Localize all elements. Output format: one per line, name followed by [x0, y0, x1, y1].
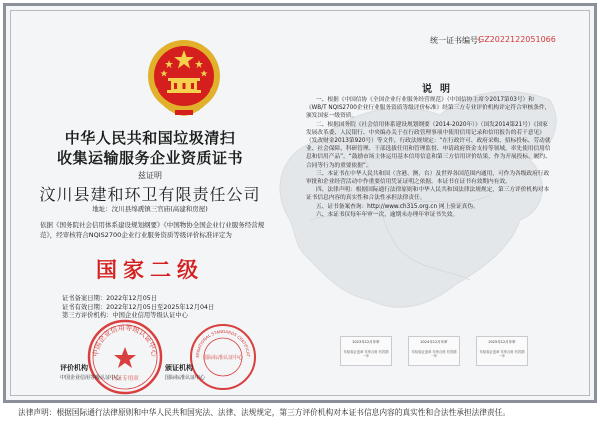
panel-body: 年检验证盖章 年审合格 有效期一年 [411, 350, 457, 358]
company-name: 汶川县建和环卫有限责任公司 [39, 185, 261, 204]
evaluation-organization: 第三方评价机构：中国企业信用等级认证中心 [62, 312, 188, 320]
validity-period: 证书有效日期：2022年12月05日至2025年12月04日 [62, 303, 215, 311]
annual-review-panel [408, 336, 460, 366]
seal-inner-text: 国际标准认证中心 [202, 355, 244, 361]
seal-text: 中国企业信用等级认证中心 [91, 323, 159, 358]
evaluator-name: 中国企业信用等级认证中心 [60, 375, 121, 381]
panel-title: 2024年12月年审 [420, 340, 448, 344]
certify-label: 兹证明 [138, 171, 162, 180]
annual-review-panel [340, 336, 392, 366]
notes-title: 说明 [422, 84, 458, 95]
qualification-grade: 国家二级 [96, 257, 204, 282]
annual-review-panel [476, 336, 528, 366]
issuer-label: 颁证机构 [165, 364, 193, 372]
seal-ring-text: ERNATIONAL STANDARDS CERTIFICAT [194, 328, 252, 358]
certificate-title-line2: 收集运输服务企业资质证书 [56, 149, 243, 167]
notes-item: 一、根据《中国信协《全国企业行业服务经营规范》（中国信协主席令2017第03号）和《WB/T NQIS2700企业行业服务资质等级评价标准》经第三方专业评价机构评定符合审核条件，颁发国家一级资质。 [306, 97, 551, 120]
evaluation-basis: 依据《国务院社会信用体系建设规划纲要》《中国物协全国企业行业服务经营规范》，经审核符合NQIS2700企业行业服务资质等级评价标准评定为 [40, 221, 265, 239]
notes-item: 三、本证书在中华人民共和国（含港、澳、台）及世界各国范围内通用，可作为各级政府行政审批和企业经营活动中作重要信用凭证证明之依据。本证书在证书有效期内有效。 [306, 170, 550, 186]
cert-number: GZ2022122051066 [478, 35, 556, 44]
certificate-dates [62, 295, 282, 321]
notes-body [306, 96, 552, 219]
certificate-title-line1: 中华人民共和国垃圾清扫 [64, 129, 236, 147]
notes-item: 二、根据国务院《社会信用体系建设规划纲要（2014-2020年）》（国发2014第21号）《国家发展改革委、人民银行、中央编办关于在行政管理事项中使用信用记录和信用报告的若干意见》（发改财金2013第920号）等文件，行政法规规定：“在行政许可、政府采购、招标投标、劳动就业、社会保障、科研管理、干部选拔任用和管理监督、申请政府资金支持等领域，率先使用信用信息和信用产品”。“鼓励市场主体运用基本信用信息和第三方信用评价结果，作为开展投标、履约、合同等行为的重要依据”。 [306, 121, 551, 169]
panel-title: 2023年12月年审 [352, 340, 380, 344]
international-standards-seal [188, 322, 258, 392]
panel-body: 年检验证盖章 年审合格 有效期一年 [343, 350, 389, 358]
national-emblem-icon [145, 36, 223, 118]
issuer-name: 国际标准认证中心 [165, 375, 206, 381]
panel-title: 2025年12月年审 [488, 340, 516, 344]
filing-date: 证书备案日期：2022年12月05日 [62, 295, 158, 302]
legal-statement-footer: 法律声明：根据国际通行法律原则和中华人民共和国宪法、法律、法规规定，第三方评价机构对本证书信息内容的真实性和合法性承担法律责任。 [18, 408, 511, 417]
cert-number-label: 统一证书编号： [430, 36, 486, 45]
red-seal-stamp [86, 318, 164, 396]
seal-center-text: 认证专用章 [111, 376, 139, 382]
evaluator-label: 评价机构 [60, 364, 88, 372]
notes-item: 六、本证书仅每年年审一次，逾期未办理年审证书失效。 [316, 211, 459, 218]
notes-item: 四、法律声明：根据国际通行法律原则和中华人民共和国法律法规规定，第三方评价机构对本证书信息内容的真实性和合法性承担法律责任。 [306, 187, 550, 202]
company-address: 地址：汶川县绵虒镇三官庙(高建和房屋) [92, 205, 208, 213]
notes-item: 五、证书备案查询：http://www.ch315.org.cn 网上验证真伪。 [316, 203, 479, 210]
panel-body: 年检验证盖章 年审合格 有效期一年 [479, 350, 525, 358]
